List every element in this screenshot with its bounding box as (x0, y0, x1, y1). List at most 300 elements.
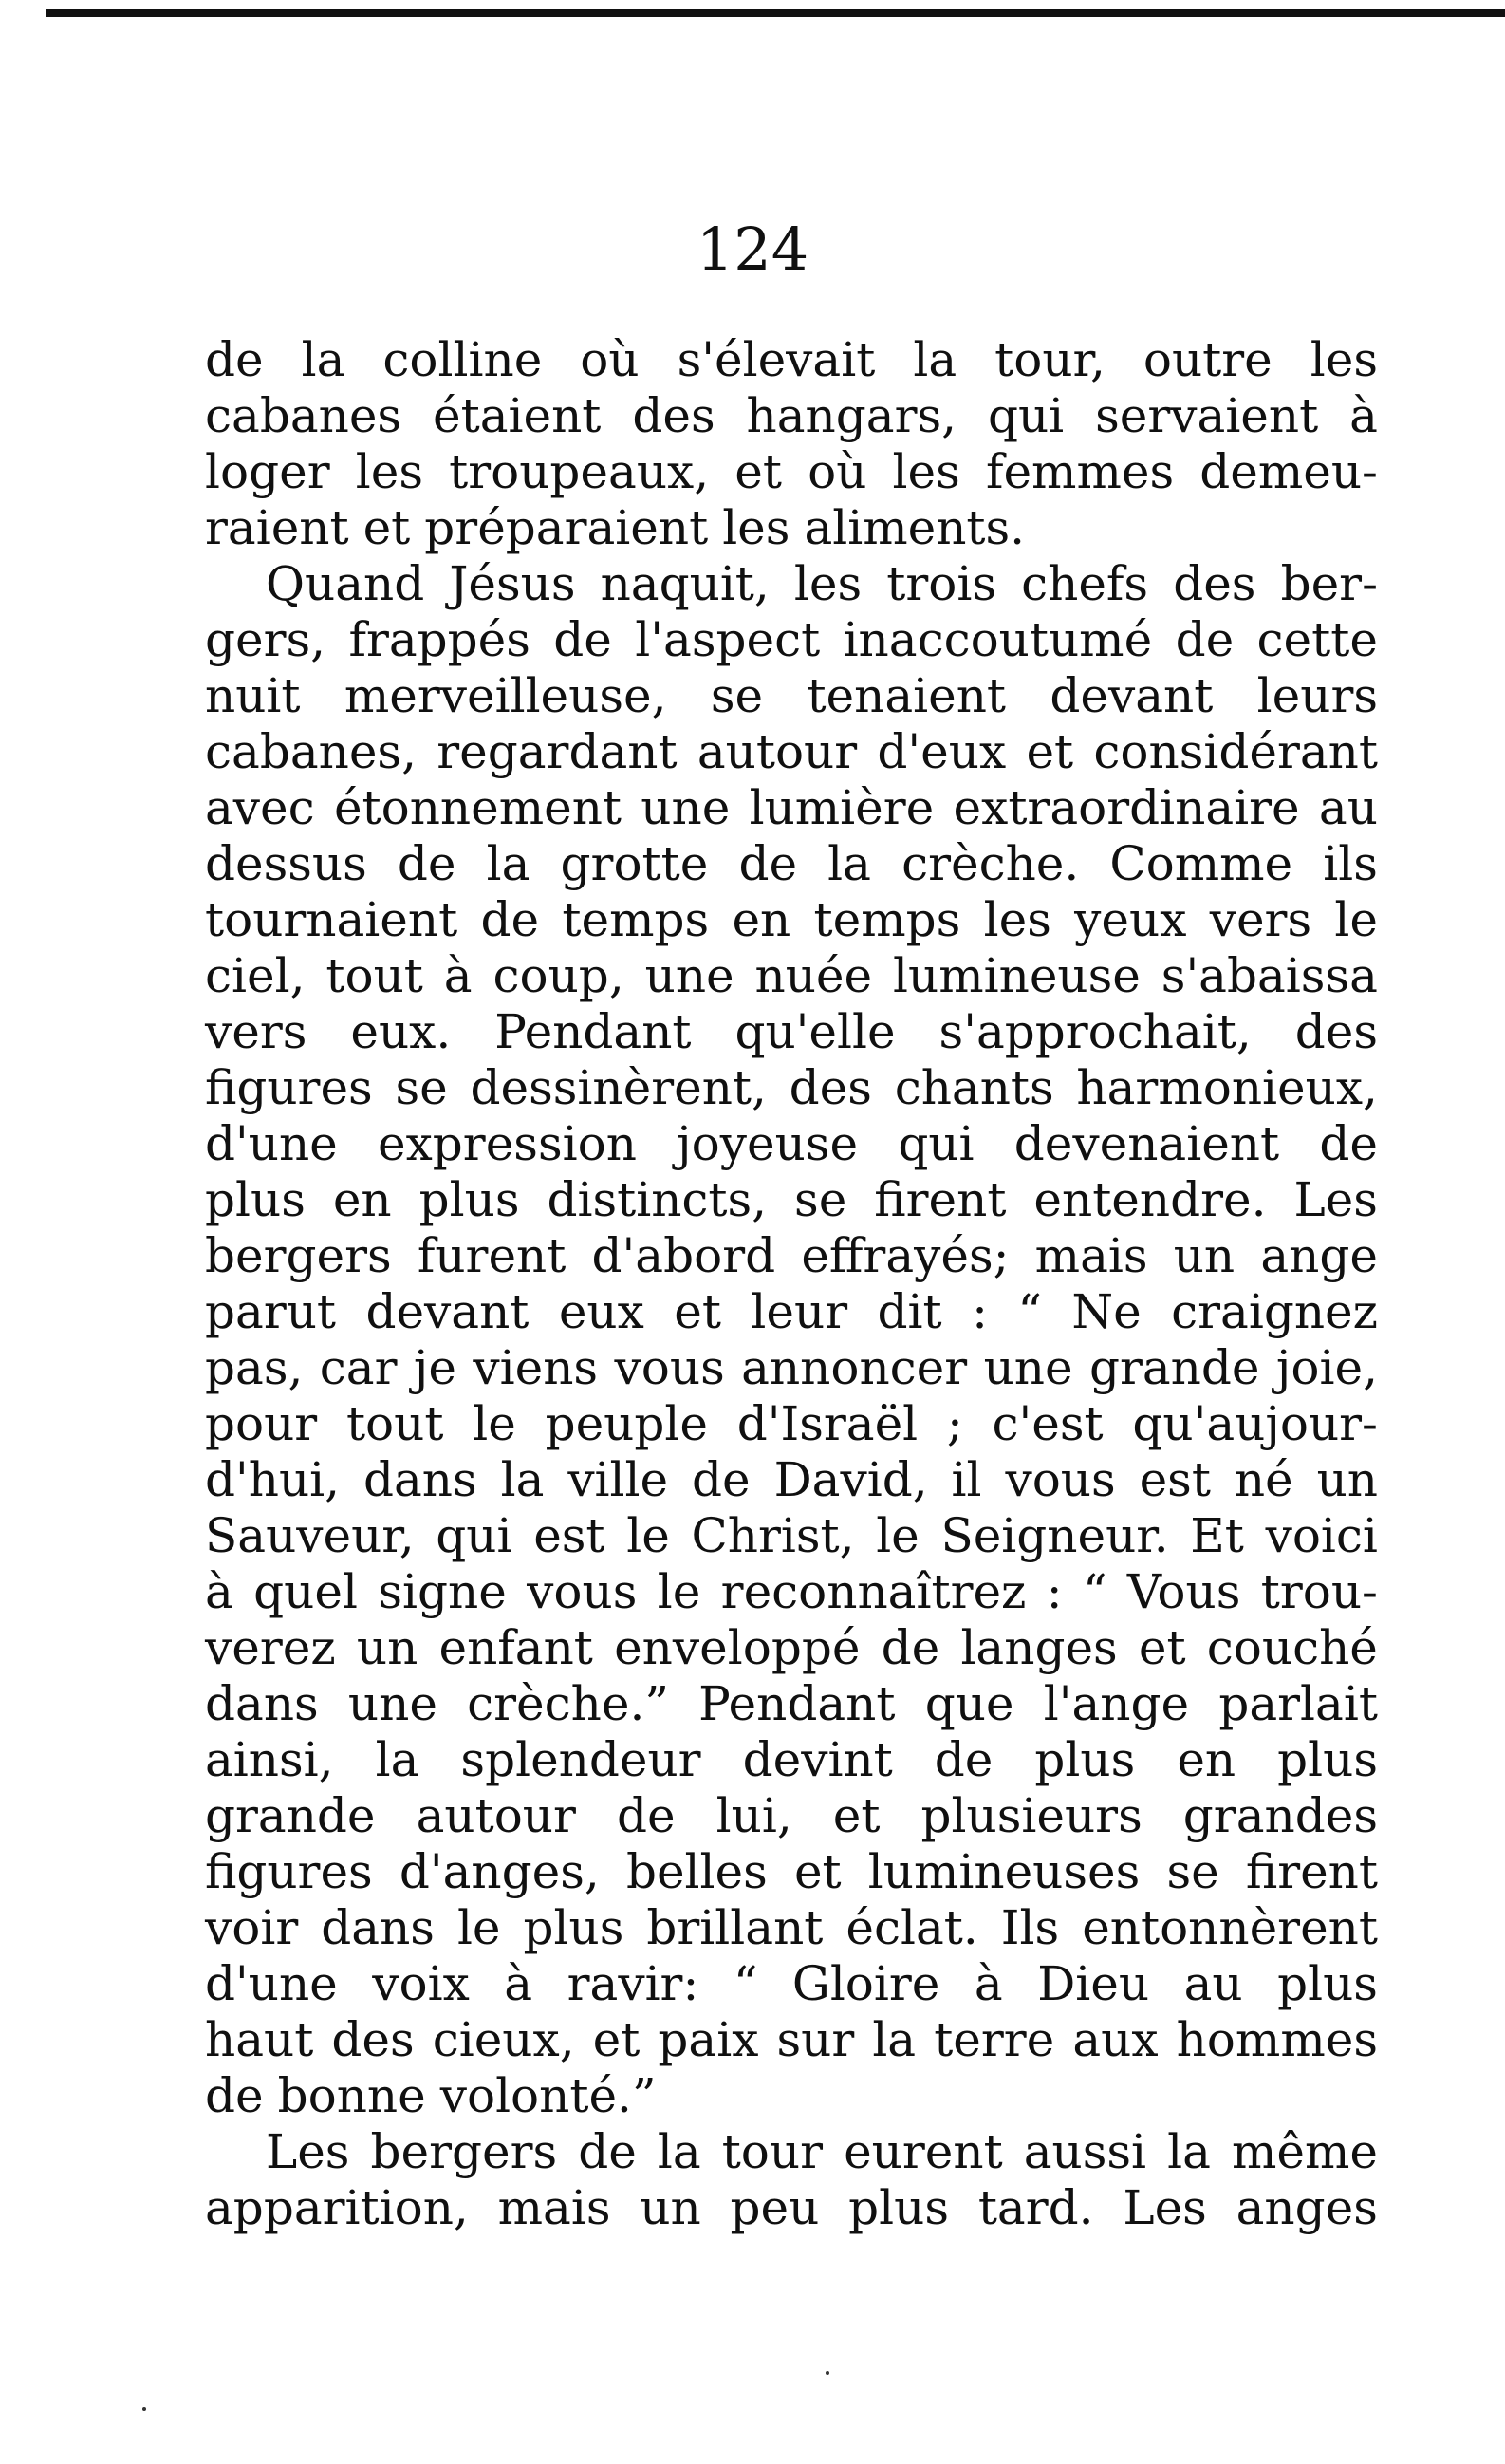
word: les (793, 556, 863, 611)
word: éclat. (845, 1900, 978, 1955)
word: et (832, 1788, 881, 1843)
word: en (732, 892, 791, 947)
word: Christ, (691, 1508, 855, 1563)
word: une (347, 1676, 437, 1731)
word: Pendant (698, 1676, 896, 1731)
text-line (205, 2124, 1378, 2180)
word: devant (1050, 668, 1214, 723)
word: “ (733, 1956, 758, 2011)
word: entendre. (1033, 1172, 1267, 1227)
word: voir (205, 1900, 299, 1955)
word: vous (614, 1340, 725, 1395)
word: distincts, (547, 1172, 768, 1227)
word: devenaient (1013, 1116, 1280, 1171)
text-line (205, 1900, 1378, 1956)
word: s'élevait (677, 332, 876, 387)
word: à (443, 948, 473, 1003)
word: plus (523, 1900, 624, 1955)
word: eux. (350, 1004, 452, 1059)
word: des (789, 1060, 872, 1115)
text-line (205, 836, 1378, 892)
word: frappés (348, 612, 530, 667)
word: et (674, 1284, 721, 1339)
word: et (1138, 1620, 1186, 1675)
word: considérant (1093, 724, 1378, 779)
text-line (205, 1788, 1378, 1844)
word: yeux (1074, 892, 1187, 947)
word: il (951, 1452, 982, 1507)
text-line (205, 1284, 1378, 1340)
word: la (872, 2012, 917, 2067)
text-line (205, 668, 1378, 724)
word: peuple (545, 1396, 708, 1451)
word: dessus (205, 836, 367, 891)
word: regardant (437, 724, 678, 779)
word: d'Israël (736, 1396, 919, 1451)
word: s'abaissa (1161, 948, 1378, 1003)
word: crèche.” (467, 1676, 669, 1731)
word: effrayés; (801, 1228, 1010, 1283)
word: raient (205, 500, 349, 555)
word: outre (1143, 332, 1273, 387)
word: harmonieux, (1076, 1060, 1378, 1115)
word: se (395, 1060, 448, 1115)
text-line (205, 1508, 1378, 1564)
word: la (1167, 2124, 1211, 2179)
word: dessinèrent, (470, 1060, 767, 1115)
word: une (983, 1340, 1073, 1395)
word: est (533, 1508, 605, 1563)
word: troupeaux, (449, 444, 710, 499)
text-line (205, 2012, 1378, 2068)
word: vous (1005, 1452, 1116, 1507)
text-line (205, 1060, 1378, 1116)
word: parut (205, 1284, 337, 1339)
word: plus (418, 1172, 520, 1227)
word: brillant (646, 1900, 824, 1955)
word: Dieu (1037, 1956, 1150, 2011)
word: un (356, 1620, 418, 1675)
word: Pendant (494, 1004, 692, 1059)
word: lumineuses (867, 1844, 1141, 1899)
word: expression (378, 1116, 637, 1171)
word: le (473, 1396, 516, 1451)
word: vous (527, 1564, 638, 1619)
word: le (1334, 892, 1378, 947)
word: Et (1190, 1508, 1244, 1563)
word: au (1318, 780, 1378, 835)
word: que (924, 1676, 1014, 1731)
word: de (1175, 612, 1235, 667)
word: nuit (205, 668, 301, 723)
word: la (301, 332, 345, 387)
word: de (616, 1788, 676, 1843)
word: colline (382, 332, 543, 387)
word: ainsi, (205, 1732, 334, 1787)
word: la (375, 1732, 419, 1787)
word: Sauveur, (205, 1508, 415, 1563)
word: crèche. (901, 836, 1080, 891)
word: joie, (1275, 1340, 1378, 1395)
word: grande (1088, 1340, 1260, 1395)
word: se (710, 668, 764, 723)
word: cieux, (432, 2012, 575, 2067)
word: les (1310, 332, 1378, 387)
word: se (794, 1172, 847, 1227)
word: tout (325, 948, 423, 1003)
word: de (553, 612, 612, 667)
word: splendeur (460, 1732, 701, 1787)
word: de (205, 2068, 264, 2123)
text-line (205, 2180, 1378, 2236)
text-line (205, 1732, 1378, 1788)
text-line (205, 1396, 1378, 1452)
word: Les (266, 2124, 350, 2179)
word: coup, (492, 948, 624, 1003)
word: apparition, (205, 2180, 469, 2235)
word: chefs (1021, 556, 1149, 611)
text-line (205, 2068, 1378, 2124)
text-line (205, 1676, 1378, 1732)
word: de (205, 332, 264, 387)
word: grandes (1182, 1788, 1378, 1843)
text-line (205, 500, 1378, 556)
word: langes (960, 1620, 1118, 1675)
word: bonne (277, 2068, 426, 2123)
text-line (205, 1116, 1378, 1172)
word: mais (1034, 1228, 1148, 1283)
word: inaccoutumé (843, 612, 1153, 667)
word: “ (1082, 1564, 1107, 1619)
word: plus (1277, 1956, 1378, 2011)
word: aliments. (804, 500, 1026, 555)
word: couché (1206, 1620, 1378, 1675)
word: avec (205, 780, 315, 835)
word: tour (721, 2124, 824, 2179)
word: même (1231, 2124, 1378, 2179)
word: les (983, 892, 1051, 947)
word: entonnèrent (1082, 1900, 1378, 1955)
word: tard. (977, 2180, 1094, 2235)
word: où (808, 444, 867, 499)
text-line (205, 1172, 1378, 1228)
word: où (580, 332, 640, 387)
word: gers, (205, 612, 326, 667)
word: des (331, 2012, 415, 2067)
word: de (397, 836, 456, 891)
word: ravir: (567, 1956, 699, 2011)
word: au (1183, 1956, 1243, 2011)
word: la (913, 332, 957, 387)
word: voix (372, 1956, 470, 2011)
word: eurent (844, 2124, 1003, 2179)
word: des (1173, 556, 1256, 611)
word: enfant (438, 1620, 593, 1675)
word: leurs (1256, 668, 1378, 723)
word: signe (378, 1564, 507, 1619)
word: étaient (433, 388, 602, 443)
word: femmes (985, 444, 1175, 499)
word: la (500, 1452, 545, 1507)
text-line (205, 1844, 1378, 1900)
word: et (1026, 724, 1074, 779)
word: devint (742, 1732, 893, 1787)
word: leur (751, 1284, 848, 1339)
word: chants (894, 1060, 1054, 1115)
text-line (205, 1956, 1378, 2012)
word: qui (987, 388, 1065, 443)
word: Ils (1000, 1900, 1060, 1955)
word: paix (658, 2012, 759, 2067)
word: temps (813, 892, 961, 947)
text-line (205, 1564, 1378, 1620)
word: des (1294, 1004, 1378, 1059)
word: c'est (992, 1396, 1104, 1451)
word: préparaient (424, 500, 709, 555)
text-line (205, 612, 1378, 668)
word: autour (697, 724, 858, 779)
word: : (1046, 1564, 1063, 1619)
word: cabanes, (205, 724, 417, 779)
print-speck (826, 2371, 829, 2375)
word: le (456, 1900, 501, 1955)
word: l'ange (1043, 1676, 1190, 1731)
word: les (355, 444, 423, 499)
word: à (205, 1564, 233, 1619)
word: vers (1209, 892, 1312, 947)
word: mais (497, 2180, 611, 2235)
word: de (480, 892, 540, 947)
text-line (205, 780, 1378, 836)
word: Les (1123, 2180, 1207, 2235)
word: plusieurs (920, 1788, 1143, 1843)
word: servaient (1095, 388, 1319, 443)
word: merveilleuse, (344, 668, 667, 723)
word: hangars, (746, 388, 957, 443)
word: cabanes (205, 388, 402, 443)
word: reconnaîtrez (720, 1564, 1027, 1619)
word: je (413, 1340, 456, 1395)
text-line (205, 948, 1378, 1004)
text-line (205, 1340, 1378, 1396)
word: demeu- (1199, 444, 1378, 499)
word: dans (205, 1676, 319, 1731)
word: tournaient (205, 892, 458, 947)
word: sur (776, 2012, 855, 2067)
word: d'anges, (399, 1844, 600, 1899)
word: figures (205, 1060, 373, 1115)
word: Seigneur. (940, 1508, 1169, 1563)
word: autour (416, 1788, 576, 1843)
word: de (934, 1732, 994, 1787)
text-line (205, 556, 1378, 612)
word: à (504, 1956, 533, 2011)
word: parlait (1218, 1676, 1378, 1731)
word: bergers (205, 1228, 392, 1283)
word: est (1139, 1452, 1211, 1507)
word: qui (898, 1116, 975, 1171)
word: en (1177, 1732, 1236, 1787)
top-rule (46, 9, 1505, 17)
word: ber- (1280, 556, 1378, 611)
word: temps (562, 892, 710, 947)
word: lui, (715, 1788, 792, 1843)
word: l'aspect (635, 612, 821, 667)
word: ; (946, 1396, 963, 1451)
word: grotte (560, 836, 709, 891)
word: né (1234, 1452, 1293, 1507)
word: dit (877, 1284, 942, 1339)
word: voici (1265, 1508, 1378, 1563)
word: de (692, 1452, 751, 1507)
word: ville (567, 1452, 669, 1507)
word: qui (436, 1508, 512, 1563)
word: Gloire (791, 1956, 940, 2011)
word: et (734, 444, 782, 499)
word: une (641, 780, 731, 835)
word: d'une (205, 1956, 338, 2011)
word: plus (205, 1172, 306, 1227)
word: volonté.” (439, 2068, 657, 2123)
word: loger (205, 444, 330, 499)
word: s'approchait, (938, 1004, 1252, 1059)
word: pour (205, 1396, 318, 1451)
word: lumière (749, 780, 935, 835)
word: lumineuse (893, 948, 1141, 1003)
word: à (974, 1956, 1003, 2011)
word: viens (473, 1340, 599, 1395)
word: aussi (1023, 2124, 1147, 2179)
word: qu'elle (734, 1004, 896, 1059)
text-line (205, 892, 1378, 948)
word: devant (365, 1284, 530, 1339)
word: David, (773, 1452, 928, 1507)
body-text (205, 332, 1378, 2236)
word: les (892, 444, 960, 499)
word: vers (205, 1004, 307, 1059)
word: plus (1277, 1732, 1378, 1787)
word: aux (1072, 2012, 1159, 2067)
word: furent (417, 1228, 567, 1283)
text-line (205, 388, 1378, 444)
word: verez (205, 1620, 336, 1675)
word: étonnement (333, 780, 622, 835)
word: car (319, 1340, 398, 1395)
text-line (205, 1620, 1378, 1676)
word: hommes (1176, 2012, 1378, 2067)
word: enveloppé (614, 1620, 861, 1675)
word: la (827, 836, 871, 891)
word: figures (205, 1844, 373, 1899)
word: un (640, 2180, 701, 2235)
word: trou- (1260, 1564, 1378, 1619)
word: Comme (1109, 836, 1293, 891)
word: trois (886, 556, 997, 611)
word: quel (253, 1564, 358, 1619)
word: de (881, 1620, 940, 1675)
word: firent (874, 1172, 1007, 1227)
word: en (332, 1172, 392, 1227)
word: ange (1260, 1228, 1378, 1283)
word: ils (1323, 836, 1378, 891)
word: pas, (205, 1340, 304, 1395)
word: des (632, 388, 715, 443)
text-line (205, 332, 1378, 388)
word: annoncer (741, 1340, 968, 1395)
word: : (972, 1284, 988, 1339)
word: Jésus (449, 556, 576, 611)
word: extraordinaire (953, 780, 1300, 835)
word: bergers (370, 2124, 558, 2179)
word: de (578, 2124, 637, 2179)
word: grande (205, 1788, 376, 1843)
word: ciel, (205, 948, 306, 1003)
text-line (205, 1452, 1378, 1508)
word: haut (205, 2012, 314, 2067)
word: terre (934, 2012, 1055, 2067)
word: nuée (754, 948, 873, 1003)
word: le (876, 1508, 920, 1563)
word: se (1166, 1844, 1219, 1899)
word: d'eux (877, 724, 1007, 779)
word: Les (1293, 1172, 1378, 1227)
word: un (1173, 1228, 1236, 1283)
word: d'hui, (205, 1452, 341, 1507)
word: et (362, 500, 411, 555)
word: à (1349, 388, 1378, 443)
word: eux (558, 1284, 644, 1339)
word: tout (345, 1396, 444, 1451)
word: d'une (205, 1116, 338, 1171)
word: Quand (266, 556, 425, 611)
word: la (486, 836, 530, 891)
word: et (592, 2012, 641, 2067)
word: la (657, 2124, 701, 2179)
text-line (205, 444, 1378, 500)
word: plus (848, 2180, 950, 2235)
word: le (657, 1564, 701, 1619)
word: une (644, 948, 734, 1003)
word: et (793, 1844, 842, 1899)
page-number: 124 (696, 215, 809, 284)
word: les (722, 500, 790, 555)
word: Vous (1126, 1564, 1241, 1619)
word: dans (321, 1900, 435, 1955)
word: cette (1256, 612, 1378, 667)
word: un (1316, 1452, 1378, 1507)
word: Ne (1071, 1284, 1142, 1339)
word: d'abord (591, 1228, 776, 1283)
word: tenaient (807, 668, 1007, 723)
word: belles (625, 1844, 768, 1899)
word: joyeuse (677, 1116, 859, 1171)
word: tour, (994, 332, 1106, 387)
text-line (205, 1228, 1378, 1284)
text-line (205, 724, 1378, 780)
word: qu'aujour- (1132, 1396, 1378, 1451)
word: dans (362, 1452, 477, 1507)
word: plus (1034, 1732, 1136, 1787)
word: “ (1017, 1284, 1042, 1339)
print-speck (142, 2407, 146, 2411)
word: de (1319, 1116, 1378, 1171)
word: naquit, (600, 556, 770, 611)
word: peu (730, 2180, 820, 2235)
text-line (205, 1004, 1378, 1060)
word: craignez (1171, 1284, 1378, 1339)
word: firent (1245, 1844, 1378, 1899)
word: le (626, 1508, 670, 1563)
